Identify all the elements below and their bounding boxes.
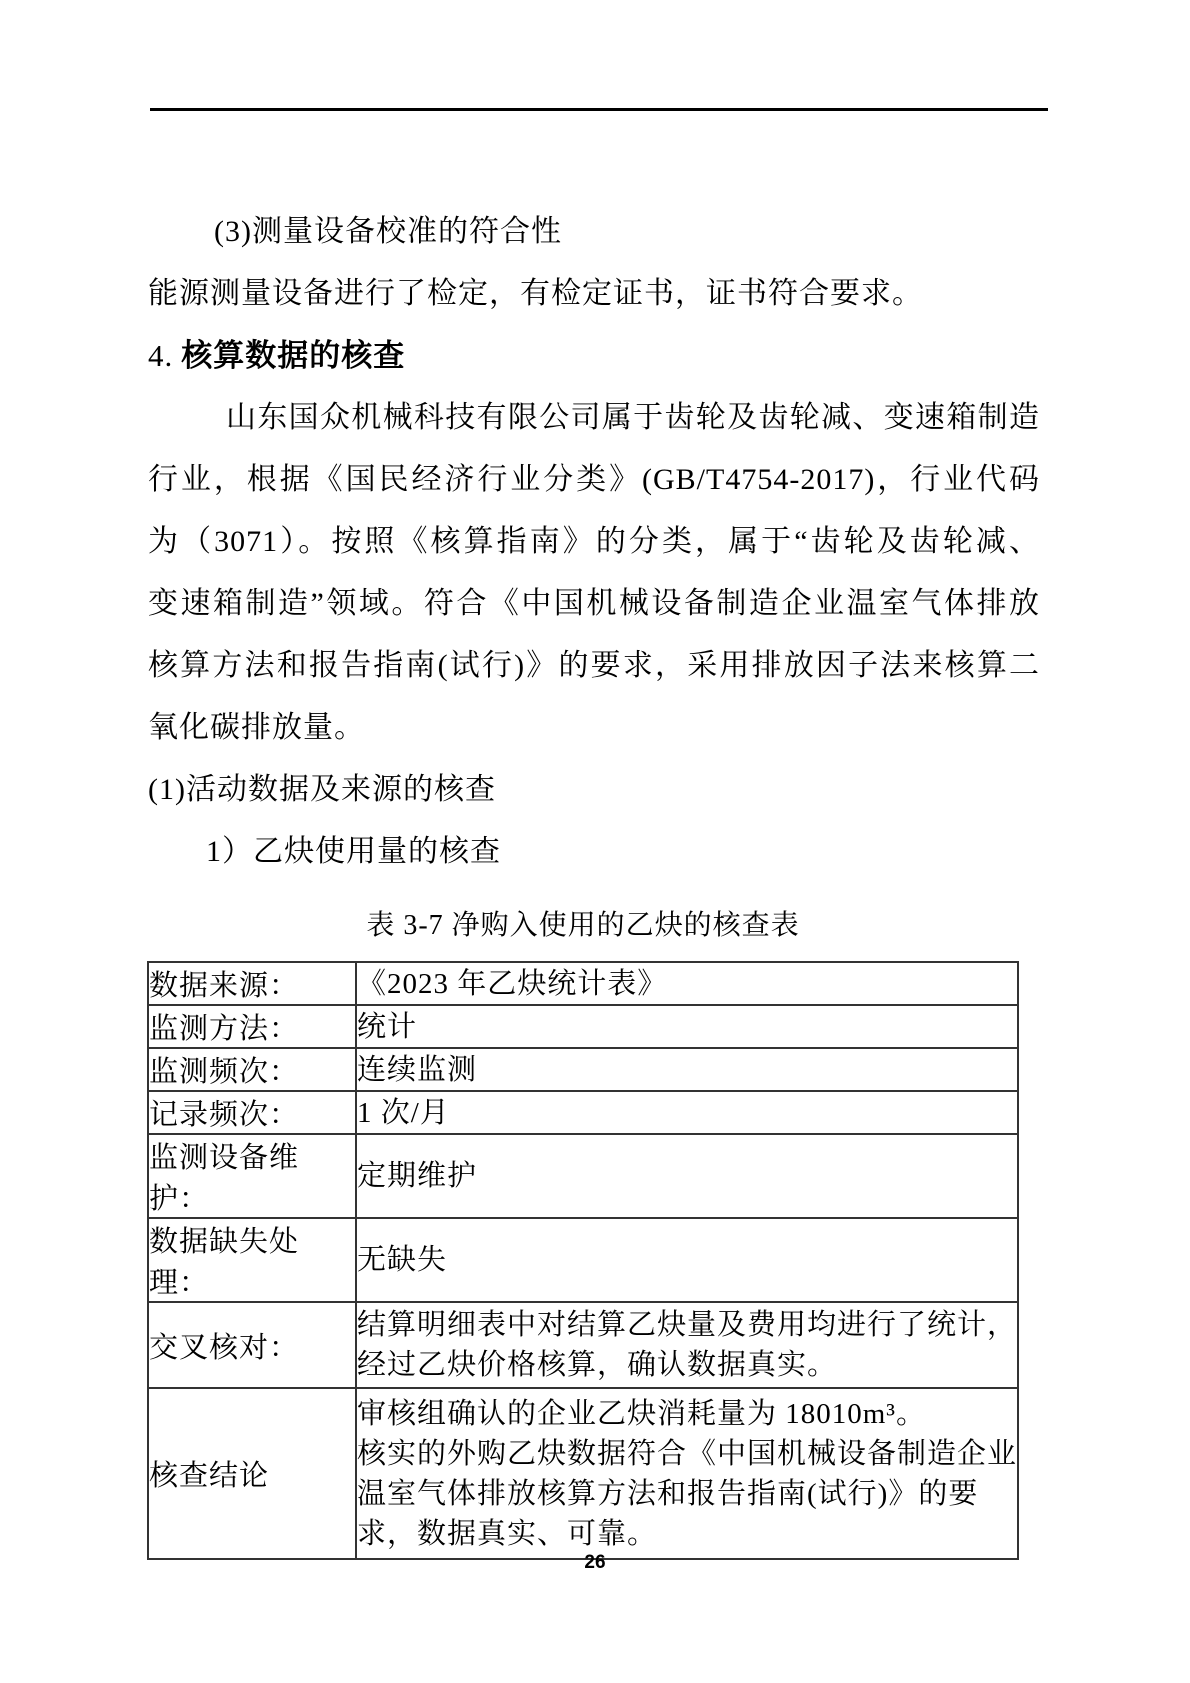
paragraph-line-3: 为（3071）。按照《核算指南》的分类，属于“齿轮及齿轮减、 xyxy=(148,525,1040,558)
header-rule xyxy=(150,108,1048,111)
row-label-verification-conclusion: 核查结论 xyxy=(148,1388,356,1559)
row-value-cross-check: 结算明细表中对结算乙炔量及费用均进行了统计，经过乙炔价格核算，确认数据真实。 xyxy=(356,1302,1018,1388)
table-row xyxy=(148,1388,1018,1559)
section4-number: 4. xyxy=(148,338,174,373)
row-label-missing-data-handling: 数据缺失处理： xyxy=(148,1218,356,1302)
row-label-monitoring-frequency: 监测频次： xyxy=(148,1048,356,1091)
conclusion-line-2: 核实的外购乙炔数据符合《中国机械设备制造企业温室气体排放核算方法和报告指南(试行)》的要求，数据真实、可靠。 xyxy=(357,1437,1018,1550)
row-label-cross-check: 交叉核对： xyxy=(148,1302,356,1388)
row-value-record-frequency: 1 次/月 xyxy=(356,1091,1018,1134)
row-value-monitoring-frequency: 连续监测 xyxy=(356,1048,1018,1091)
row-value-missing-data-handling: 无缺失 xyxy=(356,1218,1018,1302)
row-value-data-source: 《2023 年乙炔统计表》 xyxy=(356,962,1018,1005)
paragraph-line-5: 核算方法和报告指南(试行)》的要求，采用排放因子法来核算二 xyxy=(148,649,1040,682)
section4-title: 核算数据的核查 xyxy=(181,338,406,373)
page-number: 26 xyxy=(584,1552,606,1573)
table-row xyxy=(148,962,1018,1005)
row-value-verification-conclusion xyxy=(356,1388,1018,1559)
row-label-monitoring-method: 监测方法： xyxy=(148,1005,356,1048)
heading-calibration-conformity: (3)测量设备校准的符合性 xyxy=(214,215,562,248)
table-row xyxy=(148,1302,1018,1388)
paragraph-line-4: 变速箱制造”领域。符合《中国机械设备制造企业温室气体排放 xyxy=(148,587,1040,620)
paragraph-calibration: 能源测量设备进行了检定，有检定证书，证书符合要求。 xyxy=(148,277,923,310)
paragraph-line-2: 行业，根据《国民经济行业分类》(GB/T4754-2017)，行业代码 xyxy=(148,463,1040,496)
row-label-record-frequency: 记录频次： xyxy=(148,1091,356,1134)
verification-table xyxy=(147,961,1019,1560)
table-row xyxy=(148,1134,1018,1218)
paragraph-line-1: 山东国众机械科技有限公司属于齿轮及齿轮减、变速箱制造 xyxy=(226,401,1040,434)
row-label-data-source: 数据来源： xyxy=(148,962,356,1005)
table-row xyxy=(148,1005,1018,1048)
heading-section4 xyxy=(148,325,1040,387)
table-row xyxy=(148,1091,1018,1134)
heading-activity-data: (1)活动数据及来源的核查 xyxy=(148,773,496,806)
paragraph-line-6: 氧化碳排放量。 xyxy=(148,711,365,744)
row-value-monitoring-method: 统计 xyxy=(356,1005,1018,1048)
table-row xyxy=(148,1048,1018,1091)
table-caption: 表 3-7 净购入使用的乙炔的核查表 xyxy=(366,910,800,941)
document-body xyxy=(148,201,1040,883)
table-row xyxy=(148,1218,1018,1302)
conclusion-line-1: 审核组确认的企业乙炔消耗量为 18010m³。 xyxy=(357,1397,927,1430)
row-value-equipment-maintenance: 定期维护 xyxy=(356,1134,1018,1218)
row-label-equipment-maintenance: 监测设备维护： xyxy=(148,1134,356,1218)
heading-acetylene-usage: 1）乙炔使用量的核查 xyxy=(206,835,501,868)
